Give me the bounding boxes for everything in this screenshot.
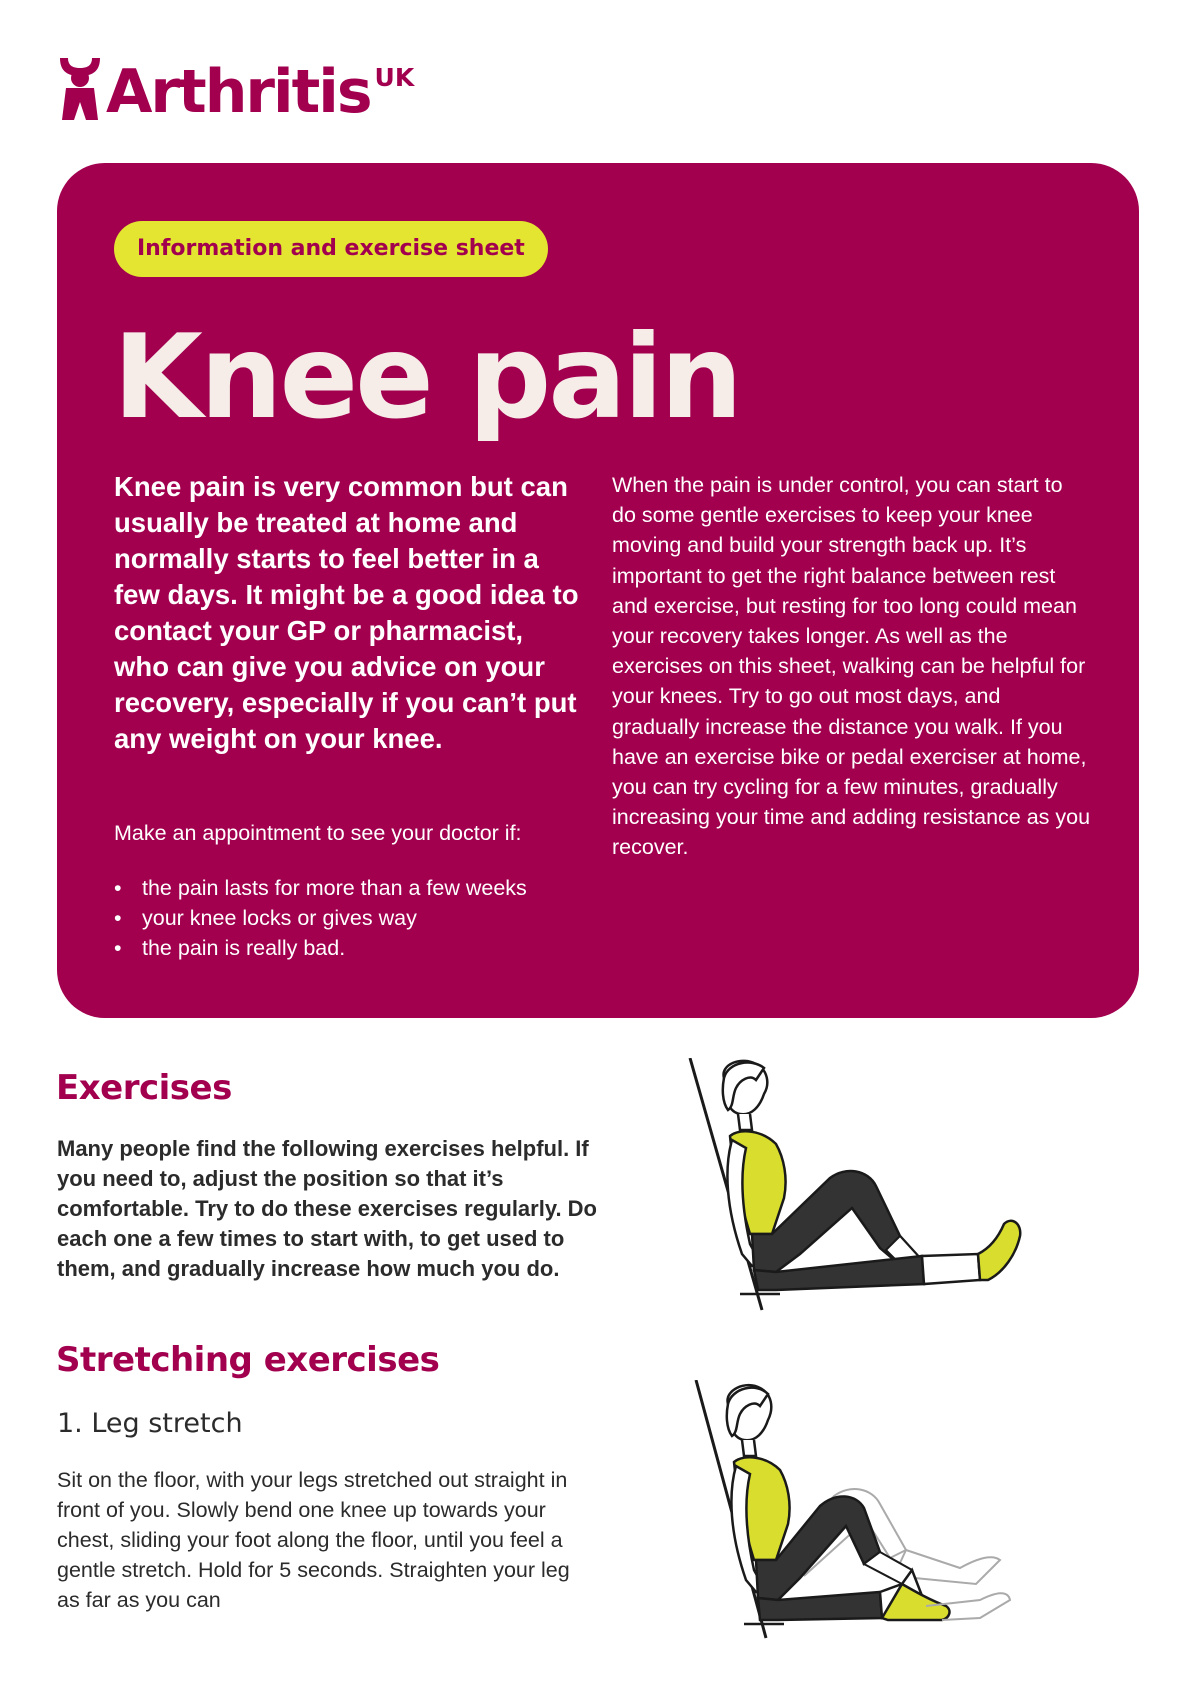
exercises-intro: Many people find the following exercises helpful. If you need to, adjust the position so that it’s comfortable. Try to do these exercises regularly. Do each one a few times to start with, to get used to them, and gradually increase how much you do. xyxy=(57,1136,597,1281)
arthritis-uk-figure-icon xyxy=(56,56,104,122)
sock xyxy=(978,1221,1020,1280)
stretching-heading: Stretching exercises xyxy=(56,1340,440,1380)
arthritis-uk-logo xyxy=(56,52,415,127)
leg-stretch-heading: 1. Leg stretch xyxy=(57,1408,243,1439)
list-item xyxy=(114,873,614,903)
list-item-text: the pain is really bad. xyxy=(142,936,346,960)
leg-stretch-instructions: Sit on the floor, with your legs stretched out straight in front of you. Slowly bend one knee up towards your chest, sliding your foot along the floor, until you feel a gentle stretch. Hold for 5 seconds. Straighten your leg as far as you can xyxy=(57,1468,570,1612)
appointment-intro: Make an appointment to see your doctor if: xyxy=(114,821,522,845)
page-title: Knee pain xyxy=(113,310,740,445)
appointment-list xyxy=(114,873,614,963)
leg-stretch-illustration xyxy=(680,1380,1080,1655)
knee-bent-seated-illustration xyxy=(680,1058,1080,1328)
exercises-heading: Exercises xyxy=(56,1068,232,1108)
list-item xyxy=(114,933,614,963)
shin xyxy=(922,1254,980,1284)
logo-suffix: UK xyxy=(374,63,415,92)
lead-paragraph: Knee pain is very common but can usually be treated at home and normally starts to feel better in a few days. It might be a good idea to contact your GP or pharmacist, who can give you advice on your recovery, especially if you can’t put any weight on your knee. xyxy=(114,471,579,754)
bullet-glyph: • xyxy=(114,876,122,900)
list-item-text: the pain lasts for more than a few weeks xyxy=(142,876,527,900)
list-item-text: your knee locks or gives way xyxy=(142,906,417,930)
bullet-glyph: • xyxy=(114,906,122,930)
list-item xyxy=(114,903,614,933)
hero-card xyxy=(57,163,1139,1018)
recovery-paragraph: When the pain is under control, you can start to do some gentle exercises to keep your knee moving and build your strength back up. It’s important to get the right balance between rest and exercise, but resting for too long could mean your recovery takes longer. As well as the exercises on this sheet, walking can be helpful for your knees. Try to go out most days, and gradually increase the distance you walk. If you have an exercise bike or pedal exerciser at home, you can try cycling for a few minutes, gradually increasing your time and adding resistance as you recover. xyxy=(612,473,1091,860)
bullet-glyph: • xyxy=(114,936,122,960)
logo-wordmark: Arthritis xyxy=(106,57,371,127)
sheet-type-badge: Information and exercise sheet xyxy=(114,221,548,277)
